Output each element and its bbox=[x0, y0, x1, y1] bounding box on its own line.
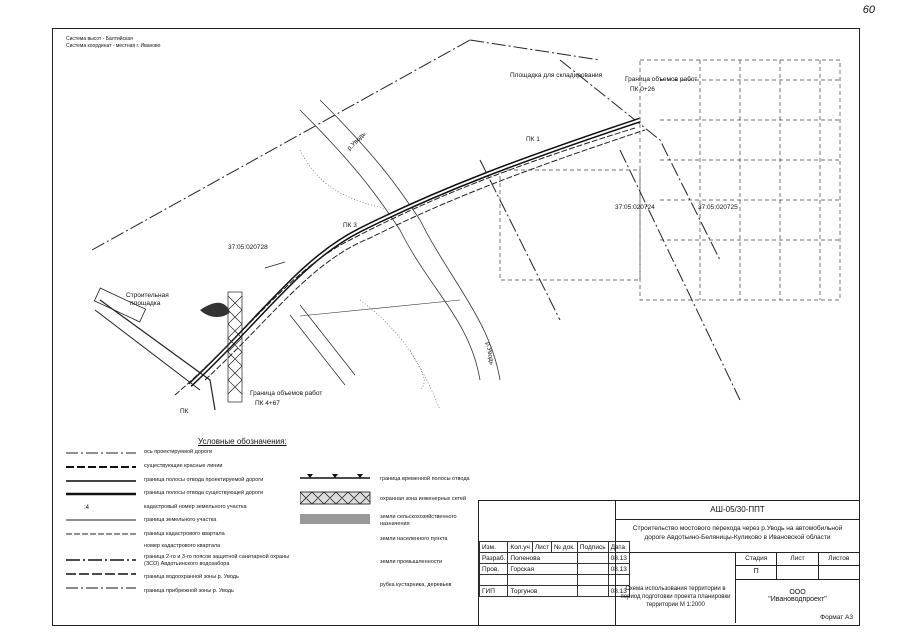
legend-item: земли сельскохозяйственного назначения bbox=[380, 514, 457, 527]
legend-item: граница временной полосы отвода bbox=[380, 476, 470, 482]
zone-boundaries bbox=[92, 40, 740, 400]
table-row bbox=[480, 564, 630, 575]
land-contours bbox=[300, 150, 440, 410]
main-road bbox=[95, 120, 645, 410]
stage-value-row bbox=[735, 565, 859, 580]
legend-left-symbols bbox=[66, 448, 146, 598]
project-title: Строительство мостового перехода через р.Уводь на автомобильной дороге Авдотьино-Беляницы-Куликово в Ивановской области bbox=[615, 519, 859, 553]
legend-item: граница кадастрового квартала bbox=[144, 531, 225, 537]
sheet-header: Лист bbox=[776, 553, 817, 565]
column-header: Дата bbox=[608, 542, 629, 553]
org-line-1: ООО bbox=[789, 589, 806, 596]
label-works-border-bottom: Граница объемов работ bbox=[250, 390, 323, 397]
legend-item: граница полосы отвода проектируемой дороги bbox=[144, 477, 264, 483]
legend-item: граница земельного участка bbox=[144, 517, 217, 523]
name-cell: Горская bbox=[508, 564, 577, 575]
legend-item: охранная зона инженерных сетей bbox=[380, 496, 467, 502]
label-pk-top: ПК 0+26 bbox=[630, 86, 655, 93]
signature-cell bbox=[577, 553, 608, 564]
signature-cell bbox=[577, 564, 608, 575]
legend-right-symbols bbox=[300, 470, 380, 600]
legend-item: земли промышленности bbox=[380, 559, 443, 565]
page-number: 60 bbox=[862, 4, 875, 16]
drawing-code: АШ-05/30-ППТ bbox=[615, 501, 859, 520]
tree-clearing-area bbox=[200, 303, 230, 317]
date-cell: 08.13 bbox=[608, 553, 629, 564]
column-header: Лист bbox=[532, 542, 551, 553]
label-pk1: ПК 1 bbox=[526, 136, 540, 143]
cadastral-blocks bbox=[500, 60, 840, 300]
legend-item: граница водоохранной зоны р. Уводь bbox=[144, 574, 239, 580]
label-construction-site-2: площадка bbox=[130, 300, 161, 307]
svg-text::4: :4 bbox=[84, 505, 90, 511]
legend-title: Условные обозначения: bbox=[198, 437, 287, 446]
table-row bbox=[480, 586, 630, 597]
column-header: Подпись bbox=[577, 542, 608, 553]
legend-item: рубка кустарника, деревьев bbox=[380, 582, 452, 588]
table-row bbox=[480, 553, 630, 564]
column-header: № док. bbox=[552, 542, 578, 553]
date-cell: 08.13 bbox=[608, 586, 629, 597]
stage-header: Стадия bbox=[745, 555, 768, 562]
legend-item: граница полосы отвода существующей дороги bbox=[144, 490, 264, 496]
column-header: Изм. bbox=[480, 542, 508, 553]
signature-table bbox=[479, 541, 630, 597]
table-header-row bbox=[480, 542, 630, 553]
label-pk-bottom: ПК 4+67 bbox=[255, 400, 280, 407]
legend-item: номер кадастрового квартала bbox=[144, 543, 221, 549]
label-works-border-top: Граница объемов работ bbox=[625, 76, 698, 83]
survey-line bbox=[300, 300, 460, 316]
stage-value: П bbox=[753, 568, 759, 575]
label-quarter-1: 37:05:020724 bbox=[615, 204, 655, 211]
label-quarter-3: 37:05:020728 bbox=[228, 244, 268, 251]
title-block bbox=[478, 500, 860, 626]
label-quarter-2: 37:05:020725 bbox=[698, 204, 738, 211]
legend-item: кадастровый номер земельного участка bbox=[144, 504, 247, 510]
table-row bbox=[480, 575, 630, 586]
legend-item: граница 2-го и 3-го поясов защитной санитарной охраны (ЗСО) Авдотьинского водозабора bbox=[144, 554, 290, 567]
label-pk: ПК bbox=[180, 408, 189, 415]
note-heights: Система высот - Балтийская bbox=[66, 36, 133, 42]
label-river: р.Уводь bbox=[345, 130, 368, 153]
column-header: Кол.уч bbox=[508, 542, 533, 553]
legend-item: граница прибрежной зоны р. Уводь bbox=[144, 588, 234, 594]
note-coordinates: Система координат - местная г. Иваново bbox=[66, 43, 161, 49]
label-site-area: Площадка для складирования bbox=[510, 72, 603, 79]
river-banks bbox=[300, 100, 500, 380]
legend-item: существующие красные линии bbox=[144, 463, 223, 469]
sheets-header: Листов bbox=[818, 553, 859, 565]
role-cell: Разраб. bbox=[480, 553, 508, 564]
label-construction-site-1: Строительная bbox=[126, 292, 169, 299]
org-line-2: "Ивановодпроект" bbox=[768, 596, 827, 603]
sheet-title: Схема использования территории в период подготовки проекта планировки территории М 1:2000 bbox=[615, 553, 735, 625]
signature-cell bbox=[577, 586, 608, 597]
label-pk3: ПК 3 bbox=[343, 222, 357, 229]
name-cell: Торгунов bbox=[508, 586, 577, 597]
name-cell: Поленова bbox=[508, 553, 577, 564]
format-label: Формат А3 bbox=[820, 614, 853, 621]
label-road: р.Уводь bbox=[484, 341, 496, 366]
legend-item: ось проектируемой дороги bbox=[144, 449, 213, 455]
role-cell: ГИП bbox=[480, 586, 508, 597]
legend-item: земли населенного пункта bbox=[380, 536, 448, 542]
date-cell: 08.13 bbox=[608, 564, 629, 575]
role-cell: Пров. bbox=[480, 564, 508, 575]
